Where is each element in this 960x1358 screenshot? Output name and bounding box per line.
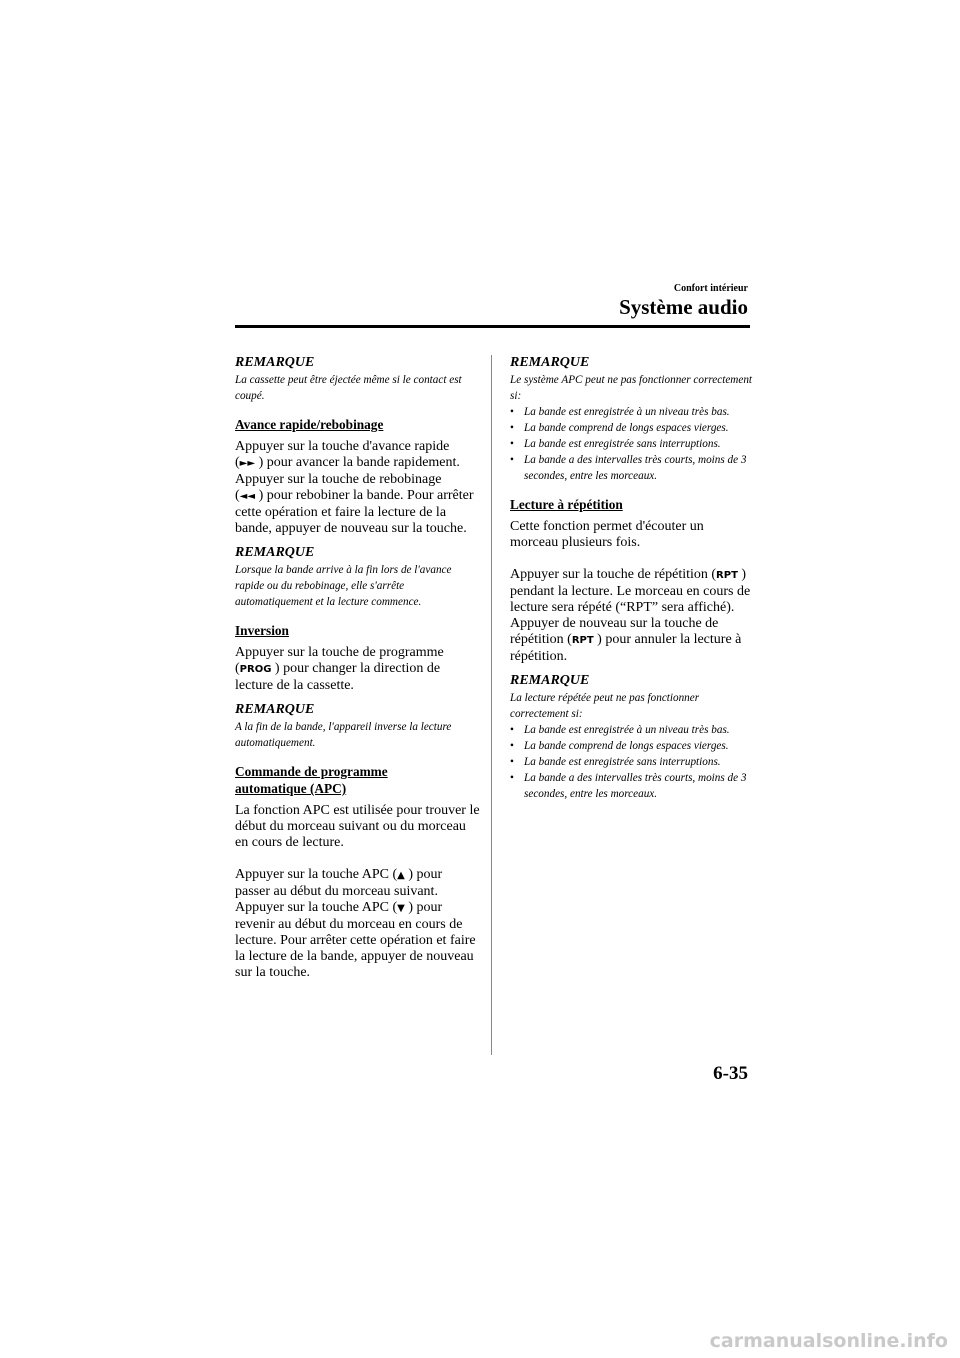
watermark[interactable]: carmanualsonline.info xyxy=(709,1330,948,1352)
apc-text-2: ) pour passer au début du morceau suivant. xyxy=(235,867,443,899)
column-divider xyxy=(491,355,492,1055)
ff-text-3: Appuyer sur la touche de rebobinage xyxy=(235,472,442,487)
header-rule xyxy=(235,325,750,328)
apc-text-1: Appuyer sur la touche APC ( xyxy=(235,867,398,882)
note-heading: REMARQUE xyxy=(235,545,315,560)
note-heading: REMARQUE xyxy=(235,355,315,370)
repeat-paragraph-2 xyxy=(510,567,755,665)
apc-title-line1: Commande de programme xyxy=(235,764,388,779)
note-text: Le système APC peut ne pas fonctionner correctement si: xyxy=(510,374,753,402)
apc-paragraph-2 xyxy=(235,867,480,981)
bullet-icon: • xyxy=(510,724,514,736)
prog-key-icon: PROG xyxy=(239,664,272,675)
ff-text-4: ) pour rebobiner la bande. Pour arrêter cette opération et faire la lecture de la bande, appuyer de nouveau sur la touche. xyxy=(235,488,474,536)
repeat-paragraph-1: Cette fonction permet d'écouter un morceau plusieurs fois. xyxy=(510,519,704,550)
note-heading: REMARQUE xyxy=(510,355,590,370)
down-arrow-icon: ▼ xyxy=(397,903,405,914)
bullet-icon: • xyxy=(510,740,514,752)
rw-paren: ( xyxy=(235,488,240,503)
apc-title-line2: automatique (APC) xyxy=(235,781,347,796)
section-heading-repeat: Lecture à répétition xyxy=(510,497,623,512)
fast-forward-icon: ►► xyxy=(239,458,256,469)
inv-text-1: Appuyer sur la touche de programme xyxy=(235,645,444,660)
inversion-paragraph xyxy=(235,645,480,694)
left-column xyxy=(235,355,480,981)
note-heading: REMARQUE xyxy=(235,702,315,717)
inv-paren: ( xyxy=(235,661,240,676)
rep-text-4: ) pour annuler la lecture à répétition. xyxy=(510,632,742,664)
list-item: • La bande a des intervalles très courts, moins de 3 secondes, entre les morceaux. xyxy=(510,454,747,482)
note-heading: REMARQUE xyxy=(510,673,590,688)
header-section: Confort intérieur xyxy=(673,283,748,294)
bullet-icon: • xyxy=(510,438,514,450)
apc-text-3: Appuyer sur la touche APC ( xyxy=(235,900,398,915)
ff-text-1: Appuyer sur la touche d'avance rapide xyxy=(235,439,450,454)
list-item: • La bande comprend de longs espaces vierges. xyxy=(510,422,729,434)
list-item: • La bande comprend de longs espaces vierges. xyxy=(510,740,729,752)
list-item: • La bande est enregistrée à un niveau très bas. xyxy=(510,406,730,418)
ff-paren: ( xyxy=(235,455,240,470)
note-text: Lorsque la bande arrive à la fin lors de l'avance rapide ou du rebobinage, elle s'arrête automatiquement et la lecture commence. xyxy=(235,564,452,608)
apc-paragraph-1: La fonction APC est utilisée pour trouver le début du morceau suivant ou du morceau en cours de lecture. xyxy=(235,803,480,850)
section-heading-inversion: Inversion xyxy=(235,623,289,638)
bullet-icon: • xyxy=(510,772,514,784)
section-heading-ff: Avance rapide/rebobinage xyxy=(235,417,384,432)
note-text: La lecture répétée peut ne pas fonctionner correctement si: xyxy=(510,692,700,720)
note-text: A la fin de la bande, l'appareil inverse la lecture automatiquement. xyxy=(235,721,452,749)
rpt-key-icon: RPT xyxy=(716,570,738,581)
list-item: • La bande est enregistrée sans interruptions. xyxy=(510,438,721,450)
note-bullet-list xyxy=(510,404,755,484)
right-column xyxy=(510,355,755,802)
bullet-icon: • xyxy=(510,422,514,434)
rep-text-2: ) pendant la lecture. Le morceau en cours de lecture sera répété (“RPT” sera affiché). xyxy=(510,567,751,615)
rpt-key-icon: RPT xyxy=(571,635,594,646)
page-title: Système audio xyxy=(619,295,748,319)
rep-text-3: Appuyer de nouveau sur la touche de répétition ( xyxy=(510,616,719,647)
note-text: La cassette peut être éjectée même si le contact est coupé. xyxy=(235,374,462,402)
list-item: • La bande est enregistrée sans interruptions. xyxy=(510,756,721,768)
rep-text-1: Appuyer sur la touche de répétition ( xyxy=(510,567,717,582)
bullet-icon: • xyxy=(510,454,514,466)
list-item: • La bande est enregistrée à un niveau très bas. xyxy=(510,724,730,736)
ff-text-2: ) pour avancer la bande rapidement. xyxy=(258,455,460,470)
bullet-icon: • xyxy=(510,756,514,768)
up-arrow-icon: ▲ xyxy=(397,870,405,881)
note-bullet-list xyxy=(510,722,755,802)
inv-text-2: ) pour changer la direction de lecture de la cassette. xyxy=(235,661,441,693)
page-number: 6-35 xyxy=(713,1063,748,1084)
rewind-icon: ◄◄ xyxy=(239,491,256,502)
apc-text-4: ) pour revenir au début du morceau en cours de lecture. Pour arrêter cette opération et faire la lecture de la bande, appuyer de nouveau sur la touche. xyxy=(235,900,476,980)
section-heading-apc xyxy=(235,763,480,797)
ff-paragraph xyxy=(235,439,480,537)
list-item: • La bande a des intervalles très courts, moins de 3 secondes, entre les morceaux. xyxy=(510,772,747,800)
bullet-icon: • xyxy=(510,406,514,418)
